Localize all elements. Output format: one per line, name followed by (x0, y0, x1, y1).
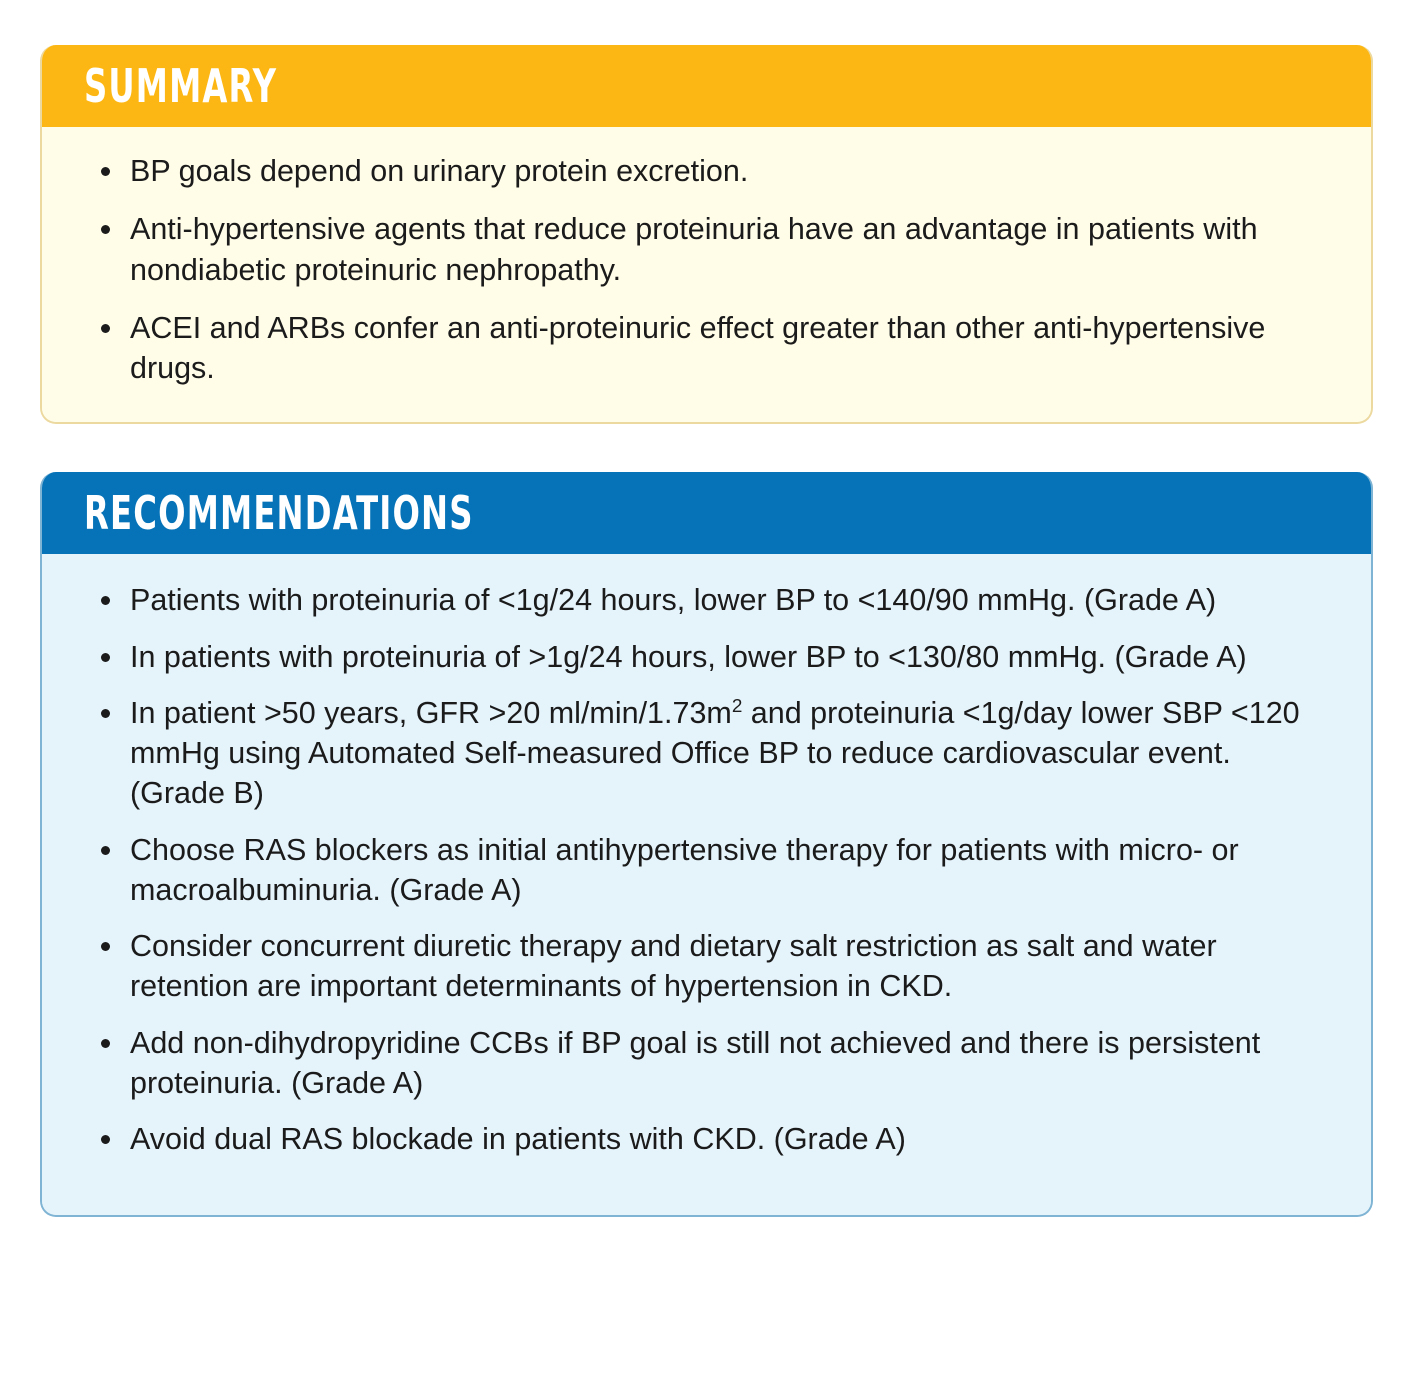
list-item (88, 308, 1323, 389)
recommendation-text-after: and proteinuria <1g/day lower SBP <120 mmHg using Automated Self-measured Office BP to reduce cardiovascular event. (Grade B) (130, 695, 1300, 811)
recommendations-bullet-list (88, 580, 1323, 1159)
recommendation-superscript: 2 (731, 695, 743, 717)
list-item (88, 830, 1323, 911)
list-item (88, 926, 1323, 1007)
summary-bullet-text: ACEI and ARBs confer an anti-proteinuric effect greater than other anti-hypertensive drugs. (130, 310, 1266, 385)
recommendation-text: Patients with proteinuria of <1g/24 hours, lower BP to <140/90 mmHg. (Grade A) (130, 583, 1217, 618)
summary-bullet-list (88, 151, 1323, 388)
list-item (88, 1023, 1323, 1104)
summary-panel-body (42, 127, 1371, 422)
recommendation-text: Choose RAS blockers as initial antihypertensive therapy for patients with micro- or macroalbuminuria. (Grade A) (130, 832, 1239, 907)
summary-title: SUMMARY (84, 59, 278, 113)
list-item (88, 693, 1323, 814)
recommendations-panel-body (42, 554, 1371, 1215)
recommendation-text: Consider concurrent diuretic therapy and dietary salt restriction as salt and water retention are important determinants of hypertension in CKD. (130, 929, 1217, 1004)
recommendations-panel (40, 472, 1373, 1217)
summary-panel-header (40, 45, 1373, 127)
recommendation-text-before: In patient >50 years, GFR >20 ml/min/1.73m (130, 695, 732, 730)
list-item (88, 1119, 1323, 1159)
list-item (88, 637, 1323, 677)
summary-bullet-text: Anti-hypertensive agents that reduce proteinuria have an advantage in patients with nondiabetic proteinuric nephropathy. (130, 212, 1258, 287)
recommendation-text: Add non-dihydropyridine CCBs if BP goal is still not achieved and there is persistent proteinuria. (Grade A) (130, 1025, 1261, 1100)
recommendation-text: In patients with proteinuria of >1g/24 hours, lower BP to <130/80 mmHg. (Grade A) (130, 639, 1247, 674)
summary-bullet-text: BP goals depend on urinary protein excretion. (130, 154, 749, 188)
recommendation-text: Avoid dual RAS blockade in patients with CKD. (Grade A) (130, 1122, 906, 1156)
recommendations-title: RECOMMENDATIONS (84, 486, 474, 541)
list-item (88, 580, 1323, 620)
recommendations-panel-header (40, 472, 1373, 554)
list-item (88, 209, 1323, 290)
summary-panel (40, 45, 1373, 424)
list-item (88, 151, 1323, 191)
